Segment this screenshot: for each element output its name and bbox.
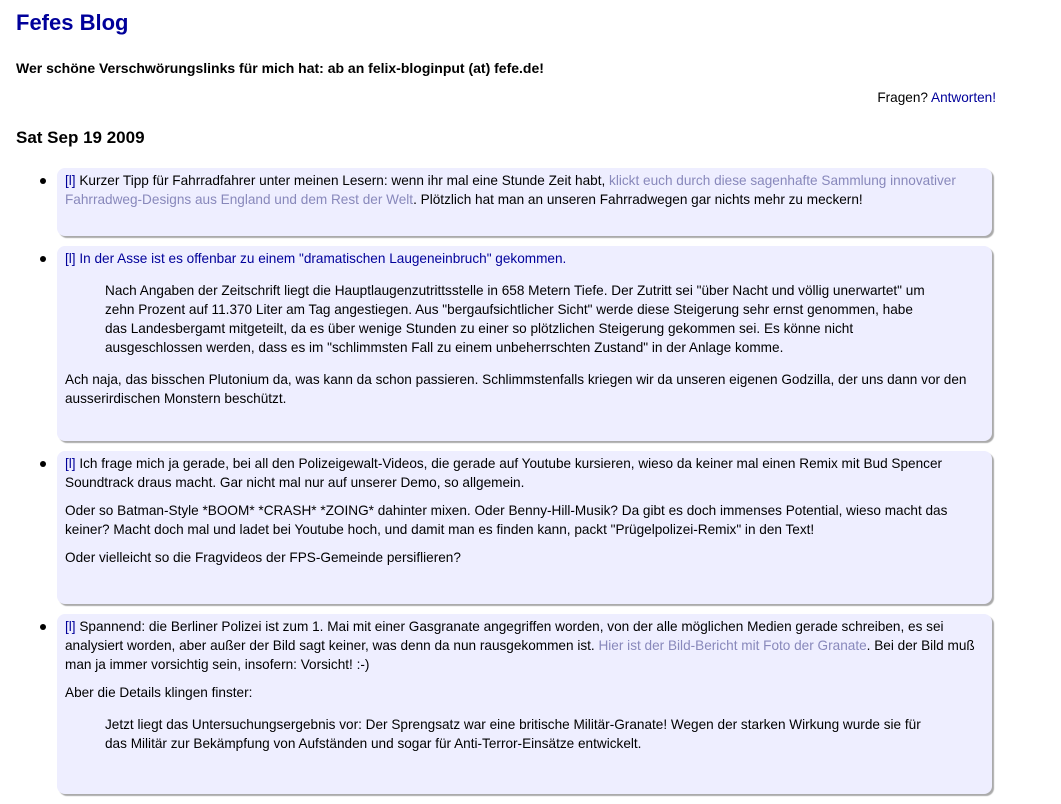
post-paragraph [65, 249, 984, 268]
blog-title[interactable]: Fefes Blog [16, 10, 129, 35]
permalink[interactable]: [l] [65, 456, 76, 471]
faq-prefix: Fragen? [877, 90, 928, 105]
post-item [57, 246, 992, 441]
post-paragraph [65, 454, 984, 492]
post-paragraph: Oder so Batman-Style *BOOM* *CRASH* *ZOING* dahinter mixen. Oder Benny-Hill-Musik? Da gibt es doch immenses Potential, wieso macht das keiner? Macht doch mal und ladet bei Youtube hoch, und damit man es finden kann, packt "Prügelpolizei-Remix" in den Text! [65, 503, 948, 537]
permalink[interactable]: [l] [65, 619, 76, 634]
post-paragraph: Ach naja, das bisschen Plutonium da, was kann da schon passieren. Schlimmstenfalls kriegen wir da unseren eigenen Godzilla, der uns dann vor den ausserirdischen Monstern beschützt. [65, 372, 967, 406]
post-item [57, 168, 992, 236]
bullet-icon [40, 178, 46, 184]
post-paragraph: Oder vielleicht so die Fragvideos der FPS-Gemeinde persiflieren? [65, 550, 461, 565]
post-text: . Plötzlich hat man an unseren Fahrradwegen gar nichts mehr zu meckern! [413, 192, 863, 207]
date-heading: Sat Sep 19 2009 [16, 128, 145, 147]
bullet-icon [40, 624, 46, 630]
external-link[interactable]: Hier ist der Bild-Bericht mit Foto der Granate [598, 638, 867, 653]
post-quote: Jetzt liegt das Untersuchungsergebnis vor: Der Sprengsatz war eine britische Militär-Granate! Wegen der starken Wirkung wurde sie für das Militär zur Bekämpfung von Aufständen und sogar für Anti-Terror-Einsätze entwickelt. [105, 717, 921, 751]
bullet-icon [40, 256, 46, 262]
permalink[interactable]: [l] [65, 251, 76, 266]
post-text: Spannend: die Berliner Polizei ist zum 1. Mai mit einer Gasgranate angegriffen worden, von der alle möglichen Medien gerade schreiben, es sei analysiert worden, aber außer der Bild sagt keiner, was denn da nun rausgekommen ist. [65, 619, 944, 653]
post-item [57, 451, 992, 604]
post-list [0, 168, 1061, 804]
headline-link[interactable]: In der Asse ist es offenbar zu einem "dramatischen Laugeneinbruch" gekommen. [75, 251, 567, 266]
bullet-icon [40, 461, 46, 467]
post-paragraph [65, 617, 984, 674]
post-item [57, 614, 992, 794]
permalink[interactable]: [l] [65, 173, 76, 188]
post-quote: Nach Angaben der Zeitschrift liegt die Hauptlaugenzutrittsstelle in 658 Metern Tiefe. Der Zutritt sei "über Nacht und völlig unerwartet" um zehn Prozent auf 11.370 Liter am Tag angestiegen. Aus "bergaufsichtlicher Sicht" werde diese Steigerung sehr ernst genommen, habe das Landesbergamt mitgeteilt, da es über wenige Stunden zu einer so plötzlichen Steigerung gekommen sei. Es könne nicht ausgeschlossen werden, dass es im "schlimmsten Fall zu einem unbeherrschten Zustand" in der Anlage komme. [105, 283, 925, 355]
external-link[interactable]: klickt euch durch diese sagenhafte Sammlung innovativer Fahrradweg-Designs aus England und dem Rest der Welt [65, 173, 956, 207]
tagline: Wer schöne Verschwörungslinks für mich hat: ab an felix-bloginput (at) fefe.de! [16, 60, 544, 76]
post-text: . Bei der Bild muß man ja immer vorsichtig sein, insofern: Vorsicht! :-) [65, 638, 975, 672]
post-text: Kurzer Tipp für Fahrradfahrer unter meinen Lesern: wenn ihr mal eine Stunde Zeit habt, [75, 173, 610, 188]
post-paragraph: Aber die Details klingen finster: [65, 685, 253, 700]
faq-line [877, 90, 996, 105]
post-text: Ich frage mich ja gerade, bei all den Polizeigewalt-Videos, die gerade auf Youtube kursieren, wieso da keiner mal einen Remix mit Bud Spencer Soundtrack draus macht. Gar nicht mal nur auf unserer Demo, so allgemein. [65, 456, 943, 490]
post-paragraph [65, 171, 984, 209]
faq-link[interactable]: Antworten! [931, 90, 996, 105]
